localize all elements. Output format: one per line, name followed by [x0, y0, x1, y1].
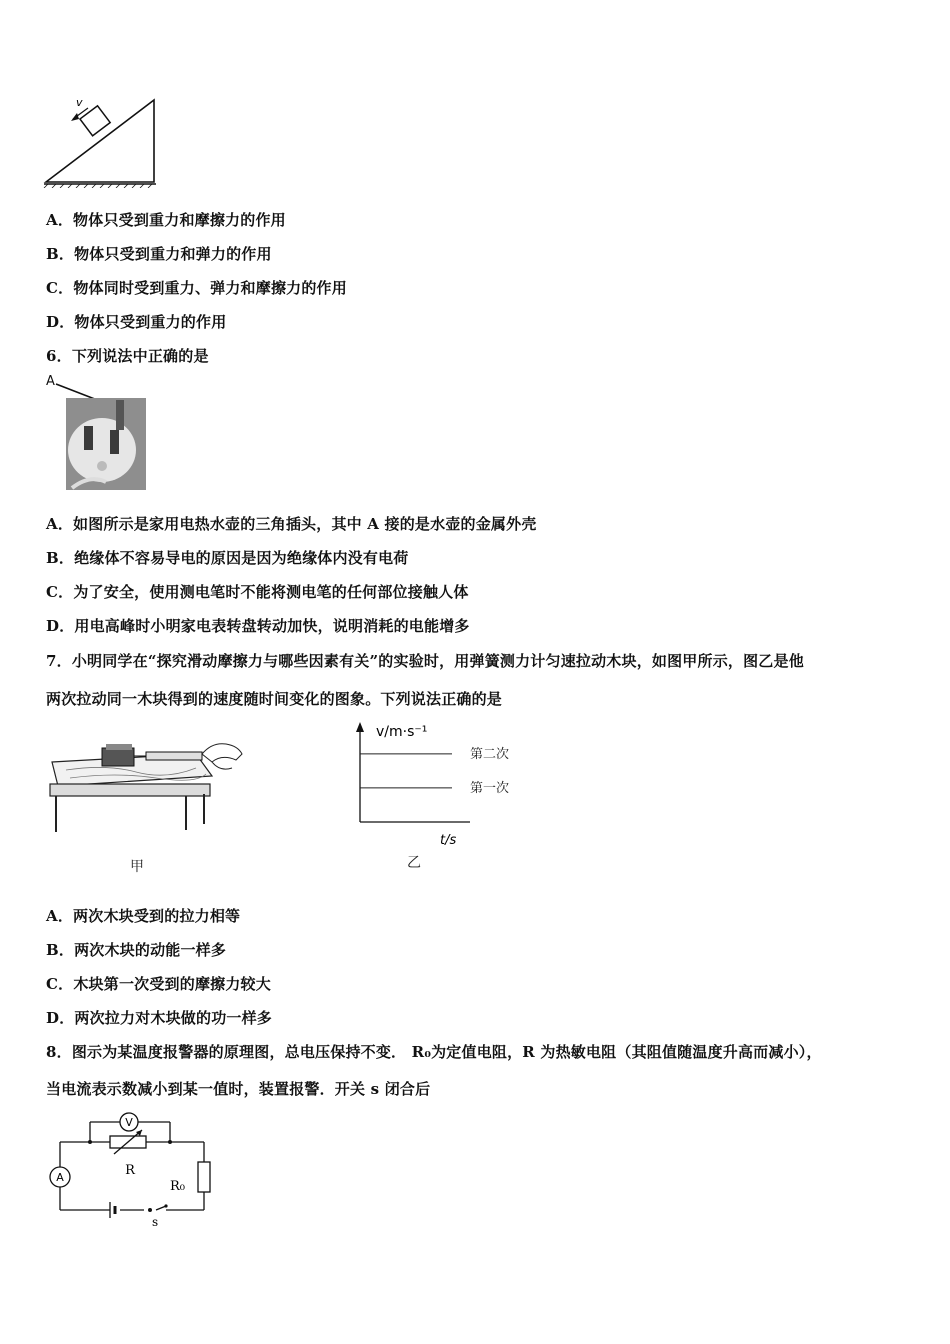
resistor-r0-label: R₀ — [170, 1179, 185, 1194]
q7-stem-line2: 两次拉动同一木块得到的速度随时间变化的图象。下列说法正确的是 — [46, 690, 503, 708]
circuit-figure — [44, 1108, 220, 1230]
incline-figure — [42, 96, 162, 188]
voltmeter-label: V — [125, 1116, 133, 1129]
q5-option-b: B．物体只受到重力和弹力的作用 — [46, 245, 272, 263]
series-label-0: 第二次 — [470, 746, 510, 762]
q6-option-c: C．为了安全，使用测电笔时不能将测电笔的任何部位接触人体 — [46, 583, 469, 601]
resistor-r-label: R — [125, 1163, 135, 1178]
q6-stem: 6．下列说法中正确的是 — [46, 347, 209, 365]
q6-option-a: A．如图所示是家用电热水壶的三角插头，其中 A 接的是水壶的金属外壳 — [46, 515, 537, 533]
series-label-1: 第一次 — [470, 780, 510, 796]
switch-label: s — [152, 1215, 159, 1229]
figure-yi-chart — [340, 720, 530, 850]
plug-figure — [46, 378, 150, 492]
q5-option-d: D．物体只受到重力的作用 — [46, 313, 227, 331]
q7-option-d: D．两次拉力对木块做的功一样多 — [46, 1009, 273, 1027]
figure-yi-caption: 乙 — [407, 855, 421, 871]
ammeter-label: A — [56, 1171, 64, 1184]
q6-option-d: D．用电高峰时小明家电表转盘转动加快，说明消耗的电能增多 — [46, 617, 470, 635]
q5-option-c: C．物体同时受到重力、弹力和摩擦力的作用 — [46, 279, 347, 297]
q7-option-a: A．两次木块受到的拉力相等 — [46, 907, 241, 925]
q8-stem-line1: 8．图示为某温度报警器的原理图，总电压保持不变． R₀为定值电阻，R 为热敏电阻（其阻值随温度升高而减小）， — [46, 1043, 822, 1061]
q7-option-c: C．木块第一次受到的摩擦力较大 — [46, 975, 271, 993]
q7-option-b: B．两次木块的动能一样多 — [46, 941, 227, 959]
x-axis-label: t/s — [440, 833, 457, 848]
velocity-label: v — [76, 96, 83, 109]
q6-option-b: B．绝缘体不容易导电的原因是因为绝缘体内没有电荷 — [46, 549, 409, 567]
q8-stem-line2: 当电流表示数减小到某一值时，装置报警．开关 s 闭合后 — [46, 1080, 431, 1098]
plug-figure-label: A — [46, 374, 55, 389]
y-axis-arrow — [356, 722, 364, 732]
y-axis-label: v/m·s⁻¹ — [376, 724, 428, 740]
figure-jia-caption: 甲 — [130, 859, 144, 875]
figure-jia — [46, 734, 252, 834]
q7-stem-line1: 7．小明同学在“探究滑动摩擦力与哪些因素有关”的实验时，用弹簧测力计匀速拉动木块，如图甲所示，图乙是他 — [46, 652, 804, 670]
q5-option-a: A．物体只受到重力和摩擦力的作用 — [46, 211, 286, 229]
